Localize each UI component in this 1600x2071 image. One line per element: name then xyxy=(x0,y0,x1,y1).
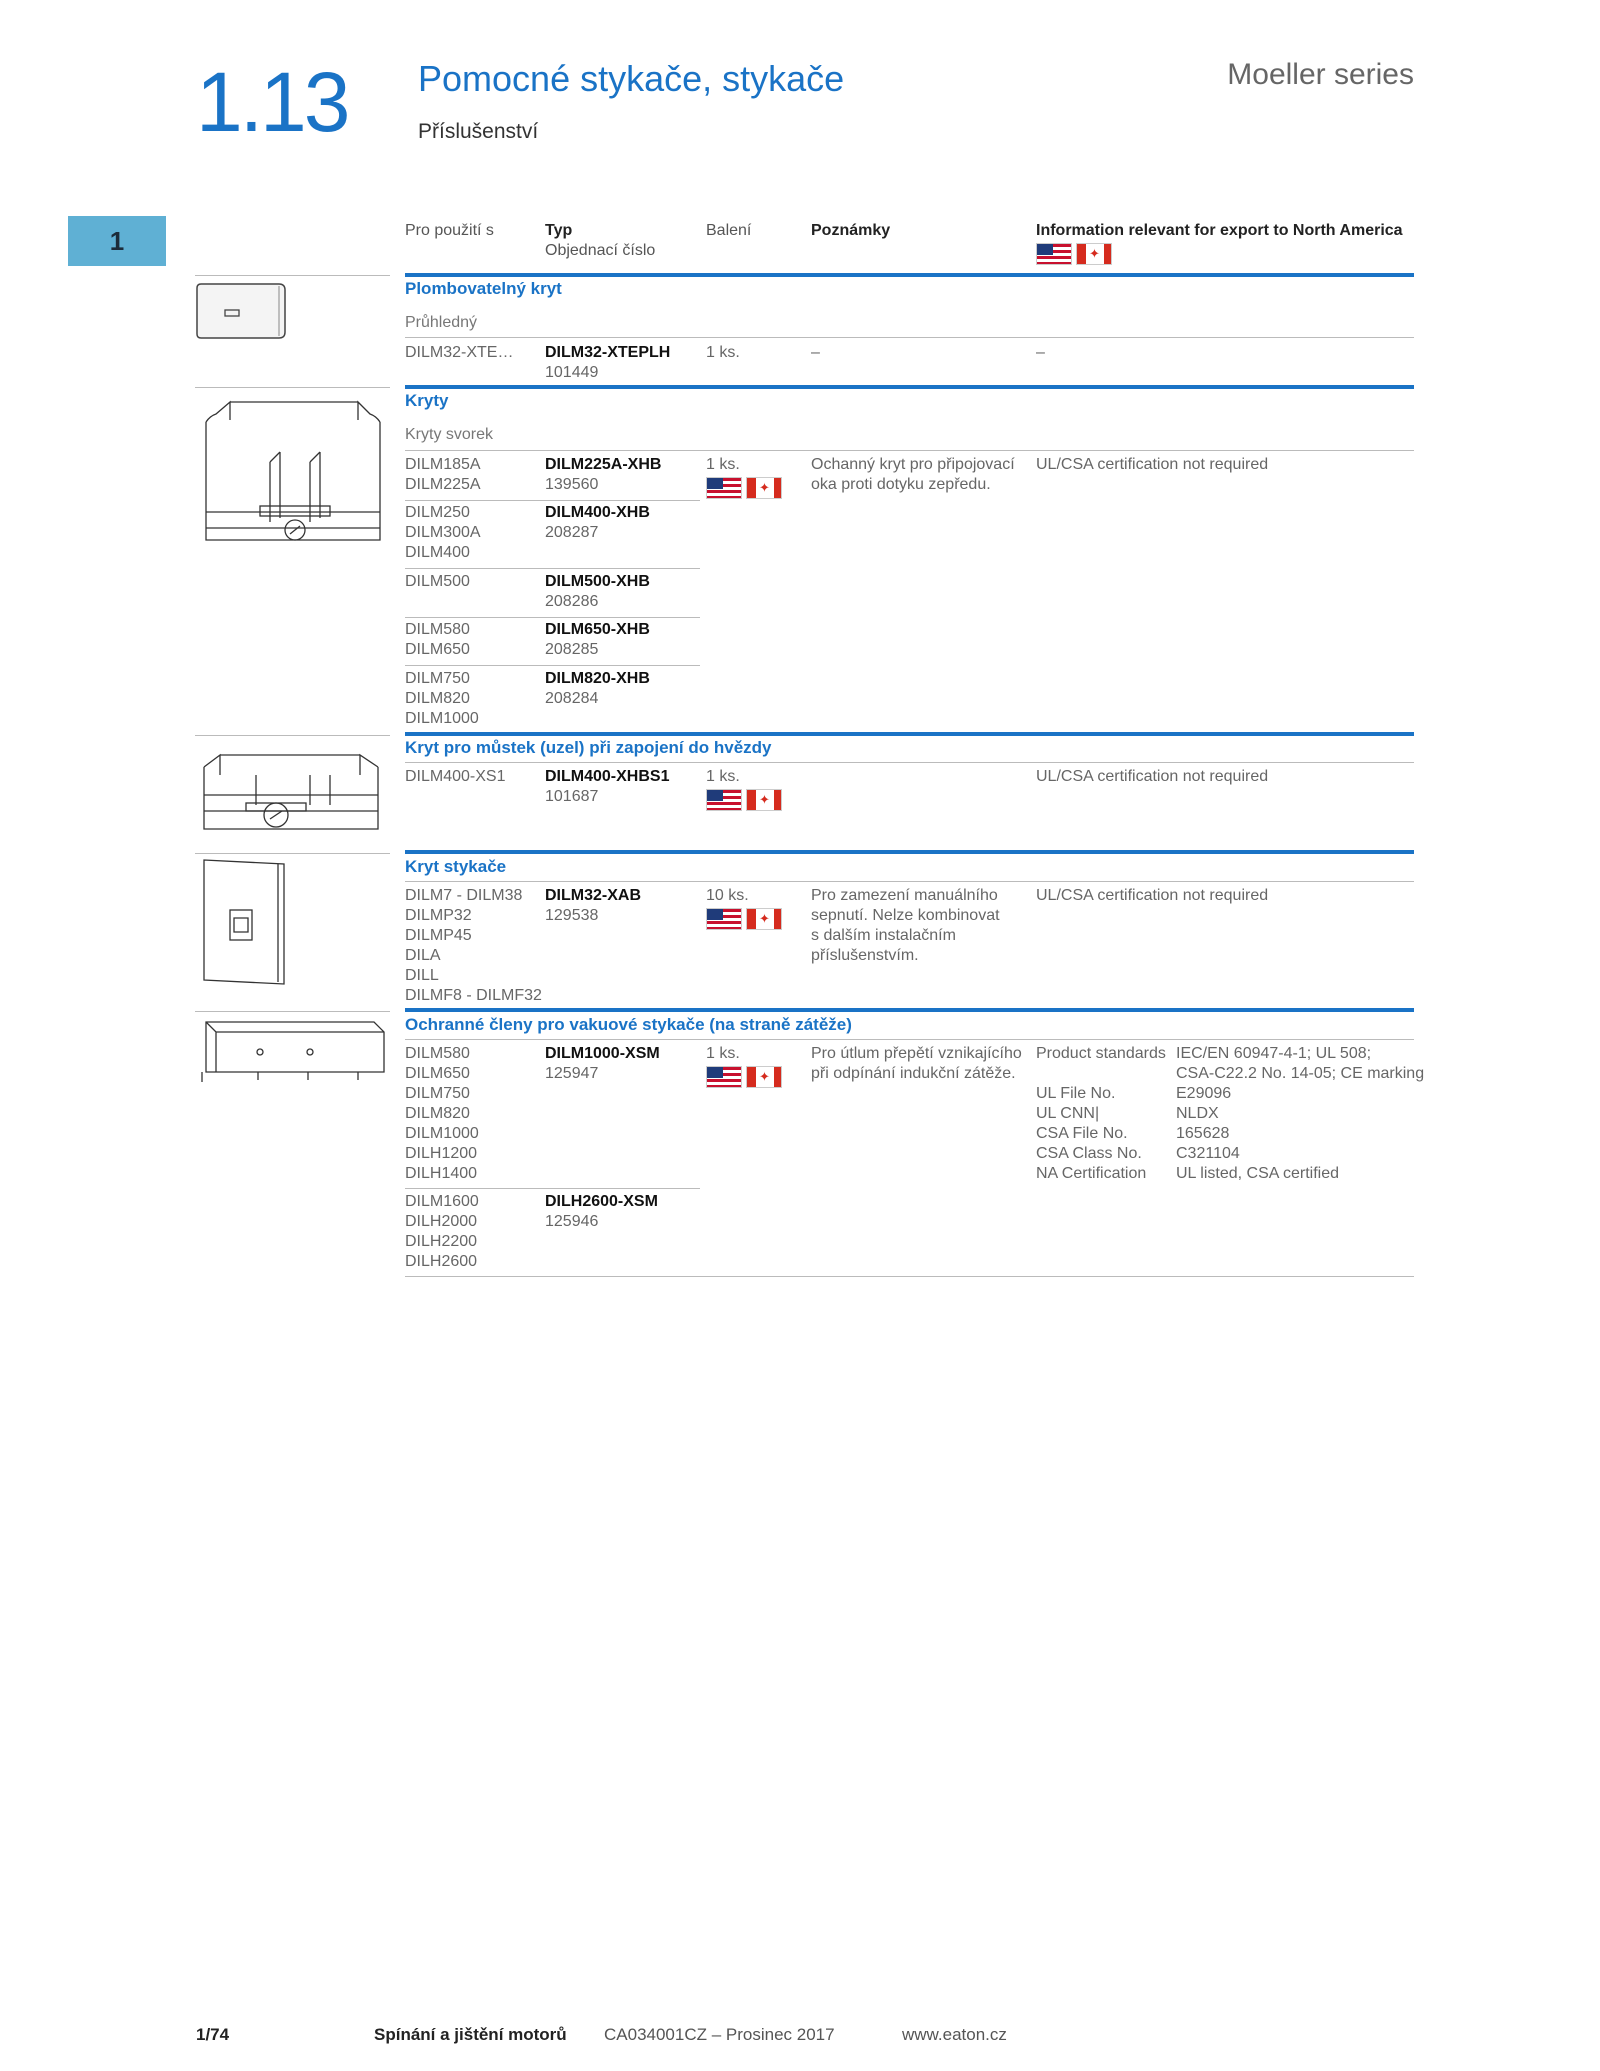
type-cell[interactable]: DILM32-XTEPLH xyxy=(545,344,671,361)
use-with-cell: DILM185A DILM225A xyxy=(405,456,481,493)
order-cell: 139560 xyxy=(545,476,599,493)
header-flags xyxy=(1036,243,1112,265)
order-cell: 101687 xyxy=(545,788,599,805)
contactor-cover-image xyxy=(198,858,290,988)
type-cell[interactable]: DILM820-XHB xyxy=(545,670,650,687)
section-rule xyxy=(405,1008,1414,1012)
certification-flags xyxy=(706,1066,782,1088)
na-cell: – xyxy=(1036,344,1045,361)
us-flag-icon xyxy=(1036,243,1072,265)
order-cell: 208286 xyxy=(545,593,599,610)
section-rule xyxy=(405,273,1414,277)
section-title: Ochranné členy pro vakuové stykače (na straně zátěže) xyxy=(405,1015,852,1034)
row-divider xyxy=(405,568,700,569)
packing-cell: 10 ks. xyxy=(706,887,749,904)
type-cell[interactable]: DILH2600-XSM xyxy=(545,1193,658,1210)
type-cell[interactable]: DILM225A-XHB xyxy=(545,456,662,473)
use-with-cell: DILM400-XS1 xyxy=(405,768,506,785)
row-divider xyxy=(405,500,700,501)
section-title: Kryty xyxy=(405,391,449,410)
use-with-cell: DILM1600 DILH2000 DILH2200 DILH2600 xyxy=(405,1193,479,1270)
row-divider xyxy=(405,881,1414,882)
col-order-no: Objednací číslo xyxy=(545,242,656,259)
use-with-cell: DILM250 DILM300A DILM400 xyxy=(405,504,481,561)
col-use-with: Pro použití s xyxy=(405,222,494,239)
notes-cell: Pro zamezení manuálního sepnutí. Nelze kombinovat s dalším instalačním příslušenstvím. xyxy=(811,887,1000,964)
packing-cell: 1 ks. xyxy=(706,344,740,361)
image-divider xyxy=(195,853,390,854)
image-divider xyxy=(195,275,390,276)
us-flag-icon xyxy=(706,789,742,811)
use-with-cell: DILM32-XTE… xyxy=(405,344,514,361)
footer-website-link[interactable]: www.eaton.cz xyxy=(902,2025,1007,2044)
order-cell: 125947 xyxy=(545,1065,599,1082)
section-rule xyxy=(405,732,1414,736)
chapter-tab[interactable]: 1 xyxy=(68,216,166,266)
order-cell: 129538 xyxy=(545,907,599,924)
canada-flag-icon xyxy=(746,908,782,930)
certification-flags xyxy=(706,477,782,499)
order-cell: 208284 xyxy=(545,690,599,707)
certification-flags xyxy=(706,908,782,930)
us-flag-icon xyxy=(706,477,742,499)
us-flag-icon xyxy=(706,908,742,930)
row-divider xyxy=(405,337,1414,338)
na-cell: UL/CSA certification not required xyxy=(1036,456,1269,473)
notes-cell: Ochanný kryt pro připojovací oka proti dotyku zepředu. xyxy=(811,456,1015,493)
type-cell[interactable]: DILM32-XAB xyxy=(545,887,642,904)
footer-book-title: Spínání a jištění motorů xyxy=(374,2025,567,2044)
order-cell: 208285 xyxy=(545,641,599,658)
canada-flag-icon xyxy=(746,1066,782,1088)
image-divider xyxy=(195,735,390,736)
section-title: Kryt pro můstek (uzel) při zapojení do hvězdy xyxy=(405,738,772,757)
use-with-cell: DILM580 DILM650 xyxy=(405,621,470,658)
page-subtitle: Příslušenství xyxy=(418,120,539,143)
type-cell[interactable]: DILM500-XHB xyxy=(545,573,650,590)
canada-flag-icon xyxy=(746,477,782,499)
use-with-cell: DILM750 DILM820 DILM1000 xyxy=(405,670,479,727)
certification-flags xyxy=(706,789,782,811)
packing-cell: 1 ks. xyxy=(706,1045,740,1062)
na-labels: Product standards UL File No. UL CNN| CSA File No. CSA Class No. NA Certification xyxy=(1036,1045,1166,1182)
na-values: IEC/EN 60947-4-1; UL 508; CSA-C22.2 No. 14-05; CE marking E29096 NLDX 165628 C321104 UL listed, CSA certified xyxy=(1176,1045,1425,1182)
order-cell: 208287 xyxy=(545,524,599,541)
packing-cell: 1 ks. xyxy=(706,456,740,473)
table-bottom-rule xyxy=(405,1276,1414,1277)
na-cell: UL/CSA certification not required xyxy=(1036,887,1269,904)
section-rule xyxy=(405,850,1414,854)
page-number: 1/74 xyxy=(196,2025,230,2044)
packing-cell: 1 ks. xyxy=(706,768,740,785)
type-cell[interactable]: DILM400-XHBS1 xyxy=(545,768,670,785)
order-cell: 125946 xyxy=(545,1213,599,1230)
col-notes: Poznámky xyxy=(811,222,891,239)
image-divider xyxy=(195,1011,390,1012)
row-divider xyxy=(405,450,1414,451)
type-cell[interactable]: DILM400-XHB xyxy=(545,504,650,521)
row-divider xyxy=(405,1039,1414,1040)
canada-flag-icon xyxy=(746,789,782,811)
type-cell[interactable]: DILM1000-XSM xyxy=(545,1045,660,1062)
footer-catalog-code: CA034001CZ – Prosinec 2017 xyxy=(604,2025,835,2044)
row-divider xyxy=(405,1188,700,1189)
na-cell: UL/CSA certification not required xyxy=(1036,768,1269,785)
series-label: Moeller series xyxy=(1227,58,1414,91)
surge-suppressor-image xyxy=(198,1016,390,1086)
use-with-cell: DILM7 - DILM38 DILMP32 DILMP45 DILA DILL DILMF8 - DILMF32 xyxy=(405,887,542,1004)
order-cell: 101449 xyxy=(545,364,599,381)
col-packing: Balení xyxy=(706,222,752,239)
use-with-cell: DILM500 xyxy=(405,573,470,590)
row-divider xyxy=(405,665,700,666)
use-with-cell: DILM580 DILM650 DILM750 DILM820 DILM1000 DILH1200 DILH1400 xyxy=(405,1045,479,1182)
chapter-number: 1.13 xyxy=(196,55,348,149)
col-type: Typ xyxy=(545,222,573,239)
notes-cell: Pro útlum přepětí vznikajícího při odpínání indukční zátěže. xyxy=(811,1045,1022,1082)
notes-cell: – xyxy=(811,344,820,361)
terminal-cover-image xyxy=(200,392,392,562)
section-title: Plombovatelný kryt xyxy=(405,279,562,298)
canada-flag-icon xyxy=(1076,243,1112,265)
sealable-cover-image xyxy=(195,280,287,342)
page-title: Pomocné stykače, stykače xyxy=(418,58,845,99)
section-title: Kryt stykače xyxy=(405,857,507,876)
us-flag-icon xyxy=(706,1066,742,1088)
row-divider xyxy=(405,762,1414,763)
section-subtitle: Průhledný xyxy=(405,314,478,331)
section-rule xyxy=(405,385,1414,389)
star-bridge-cover-image xyxy=(200,745,392,845)
type-cell[interactable]: DILM650-XHB xyxy=(545,621,650,638)
section-subtitle: Kryty svorek xyxy=(405,426,494,443)
col-na-info: Information relevant for export to North America xyxy=(1036,222,1403,239)
row-divider xyxy=(405,617,700,618)
image-divider xyxy=(195,387,390,388)
